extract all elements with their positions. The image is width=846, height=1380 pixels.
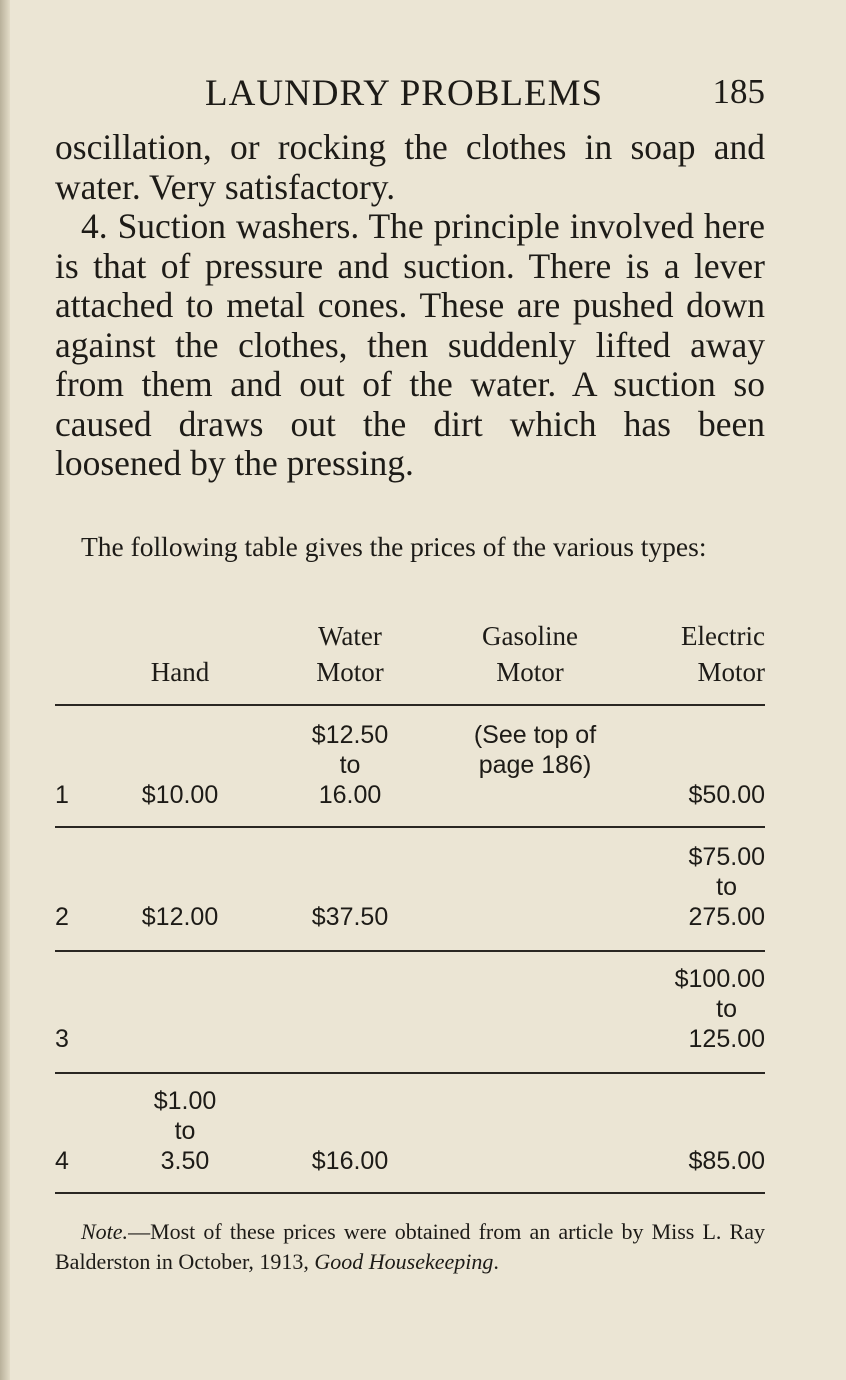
note-end: . [493,1249,499,1274]
cell-value: $12.00 [141,903,219,931]
table-rule [55,950,765,952]
cell-value: 275.00 [688,903,765,931]
cell-value: $100.00 [674,965,765,993]
body-text [55,128,765,484]
cell-value: $12.50 [311,721,389,749]
cell-value: to [174,1117,196,1145]
row-number: 2 [55,903,69,931]
header-hand [125,654,235,690]
table-rule [55,1192,765,1194]
cell-value: $37.50 [311,903,389,931]
cell-value: to [716,995,737,1023]
running-title: LAUNDRY PROBLEMS [205,73,604,114]
cell-value: $1.00 [153,1087,217,1115]
cell-value: page 186) [478,751,592,779]
footnote [55,1217,765,1277]
cell-value: 3.50 [160,1147,210,1175]
cell-water [295,902,405,932]
cell-value: to [716,873,737,901]
cell-value: 16.00 [318,781,382,809]
table-intro: The following table gives the prices of the various types: [81,531,707,562]
cell-electric [645,842,765,932]
row-number: 4 [55,1147,69,1175]
note-source: Good Housekeeping [314,1249,494,1274]
running-head [55,72,765,116]
header-gasoline-line1: Gasoline [482,621,578,651]
cell-value: to [339,751,361,779]
cell-water [295,720,405,810]
header-electric-line1: Electric [681,621,765,651]
cell-value: $75.00 [688,843,765,871]
price-table [55,618,765,1208]
cell-value: (See top of [473,721,597,749]
cell-value: $50.00 [688,781,765,809]
header-electric-line2: Motor [697,657,765,687]
page-edge [0,0,10,1380]
note-text: —Most of these prices were obtained from an article by Miss L. Ray Balderston in October, 1913, [55,1219,765,1274]
table-rule [55,826,765,828]
header-hand-line: Hand [150,657,210,687]
header-gasoline-motor [455,618,605,690]
paragraph-suction-washers: 4. Suction washers. The principle involved here is that of pressure and suction. There is a lever attached to metal cones. These are pushed down against the clothes, then suddenly lifted away from them and out of the water. A suction so caused draws out the dirt which has been loosened by the pressing. [55,206,765,483]
cell-value: $16.00 [311,1147,389,1175]
cell-hand [130,902,230,932]
note-label: Note. [81,1219,129,1244]
cell-water [295,1146,405,1176]
table-rule [55,1072,765,1074]
row-number: 1 [55,781,69,809]
header-gasoline-line2: Motor [496,657,564,687]
cell-electric [645,964,765,1054]
cell-electric [645,1146,765,1176]
header-water-line2: Motor [316,657,384,687]
header-water-motor [285,618,415,690]
cell-hand [150,1086,220,1176]
header-water-line1: Water [318,621,382,651]
row-number: 3 [55,1025,69,1053]
page-number: 185 [712,72,765,111]
cell-value: $10.00 [141,781,219,809]
table-rule [55,704,765,706]
cell-hand [130,780,230,810]
paragraph-continued: oscillation, or rocking the clothes in soap and water. Very satisfactory. [55,127,765,207]
cell-value: $85.00 [688,1147,765,1175]
cell-gasoline [455,720,615,780]
header-electric-motor [645,618,765,690]
cell-value: 125.00 [688,1025,765,1053]
cell-electric [645,780,765,810]
